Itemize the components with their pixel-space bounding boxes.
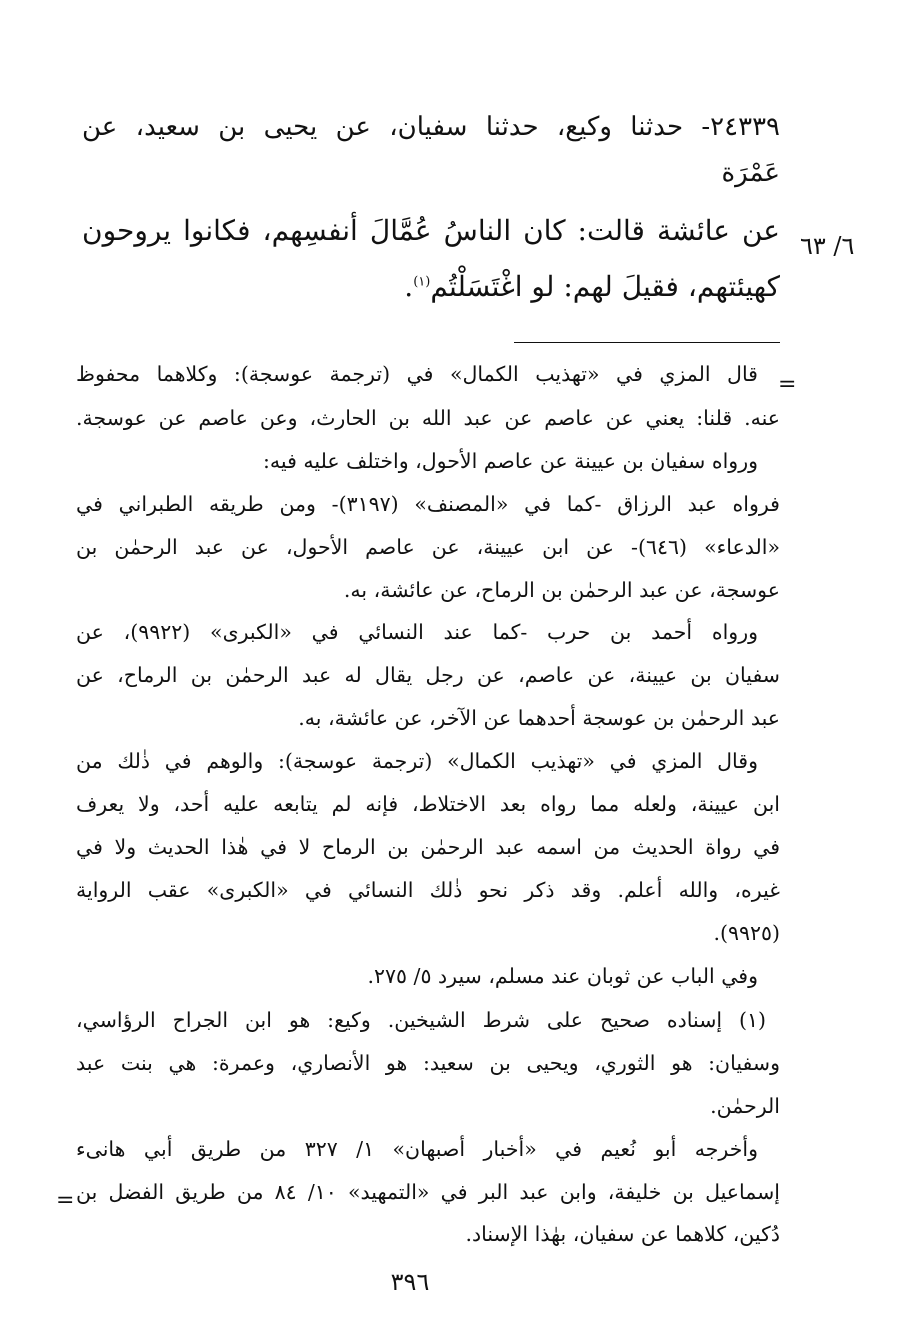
- footnote-1-line: دُكين، كلاهما عن سفيان، بهٰذا الإسناد.: [465, 1222, 780, 1246]
- footnote-1-line: وأخرجه أبو نُعيم في «أخبار أصبهان» ١/ ٣٢٧ من طريق أبي هانىء: [76, 1137, 758, 1161]
- page-number: ٣٩٦: [390, 1268, 430, 1296]
- matn-end: .: [404, 270, 414, 303]
- footnote-line: في رواة الحديث من اسمه عبد الرحمٰن بن الرماح لا في هٰذا الحديث ولا في: [76, 835, 780, 859]
- footnote-line: ورواه سفيان بن عيينة عن عاصم الأحول، واختلف عليه فيه:: [263, 449, 758, 473]
- hadith-matn-line-1: عن عائشة قالت: كان الناسُ عُمَّالَ أنفسِهم، فكانوا يروحون: [82, 214, 780, 247]
- footnote-line: «الدعاء» (٦٤٦)- عن ابن عيينة، عن عاصم الأحول، عن عبد الرحمٰن بن: [76, 535, 780, 559]
- hadith-matn-line-2: [82, 270, 780, 303]
- footnote-1-line: إسماعيل بن خليفة، وابن عبد البر في «التمهيد» ١٠/ ٨٤ من طريق الفضل بن: [76, 1180, 780, 1204]
- footnote-line: ابن عيينة، ولعله مما رواه بعد الاختلاط، فإنه لم يتابعه عليه أحد، ولا يعرف: [76, 792, 780, 816]
- footnote-line: عوسجة، عن عبد الرحمٰن بن الرماح، عن عائشة، به.: [343, 578, 780, 602]
- footnote-marker: (١): [413, 274, 431, 290]
- footnote-line: عبد الرحمٰن بن عوسجة أحدهما عن الآخر، عن عائشة، به.: [298, 706, 780, 730]
- hadith-isnad-line-1: ٢٤٣٣٩- حدثنا وكيع، حدثنا سفيان، عن يحيى بن سعيد، عن: [82, 112, 780, 142]
- footnote-line: وقال المزي في «تهذيب الكمال» (ترجمة عوسجة): والوهم في ذٰلك من: [76, 749, 758, 773]
- footnote-continuation-mark: =: [778, 372, 797, 397]
- footnote-line: غيره، والله أعلم. وقد ذكر نحو ذٰلك النسائي في «الكبرى» عقب الرواية: [76, 878, 780, 902]
- footnote-line: ورواه أحمد بن حرب -كما عند النسائي في «الكبرى» (٩٩٢٢)، عن: [76, 620, 759, 644]
- footnote-line: وفي الباب عن ثوبان عند مسلم، سيرد ٥/ ٢٧٥.: [367, 964, 758, 988]
- margin-volume-page-reference: ٦/ ٦٣: [800, 232, 855, 260]
- footnote-1-line: الرحمٰن.: [710, 1094, 780, 1118]
- footnote-1-line: وسفيان: هو الثوري، ويحيى بن سعيد: هو الأنصاري، وعمرة: هي بنت عبد: [76, 1051, 780, 1075]
- footnote-line: قال المزي في «تهذيب الكمال» في (ترجمة عوسجة): وكلاهما محفوظ: [76, 362, 758, 386]
- footnote-1-line: (١) إسناده صحيح على شرط الشيخين. وكيع: هو ابن الجراح الرؤاسي،: [76, 1008, 766, 1032]
- hadith-isnad-line-2: عَمْرَة: [721, 158, 780, 188]
- footnote-separator-rule: [514, 342, 780, 343]
- footnote-line: عنه. قلنا: يعني عن عاصم عن عبد الله بن الحارث، وعن عاصم عن عوسجة.: [76, 406, 780, 430]
- footnote-line: (٩٩٢٥).: [713, 921, 780, 945]
- footnote-line: سفيان بن عيينة، عن عاصم، عن رجل يقال له عبد الرحمٰن بن الرماح، عن: [76, 663, 780, 687]
- footnote-line: فرواه عبد الرزاق -كما في «المصنف» (٣١٩٧)- ومن طريقه الطبراني في: [76, 492, 780, 516]
- footnote-continues-mark: =: [56, 1188, 75, 1213]
- matn-text: كهيئتهم، فقيلَ لهم: لو اغْتَسَلْتُم: [430, 270, 780, 303]
